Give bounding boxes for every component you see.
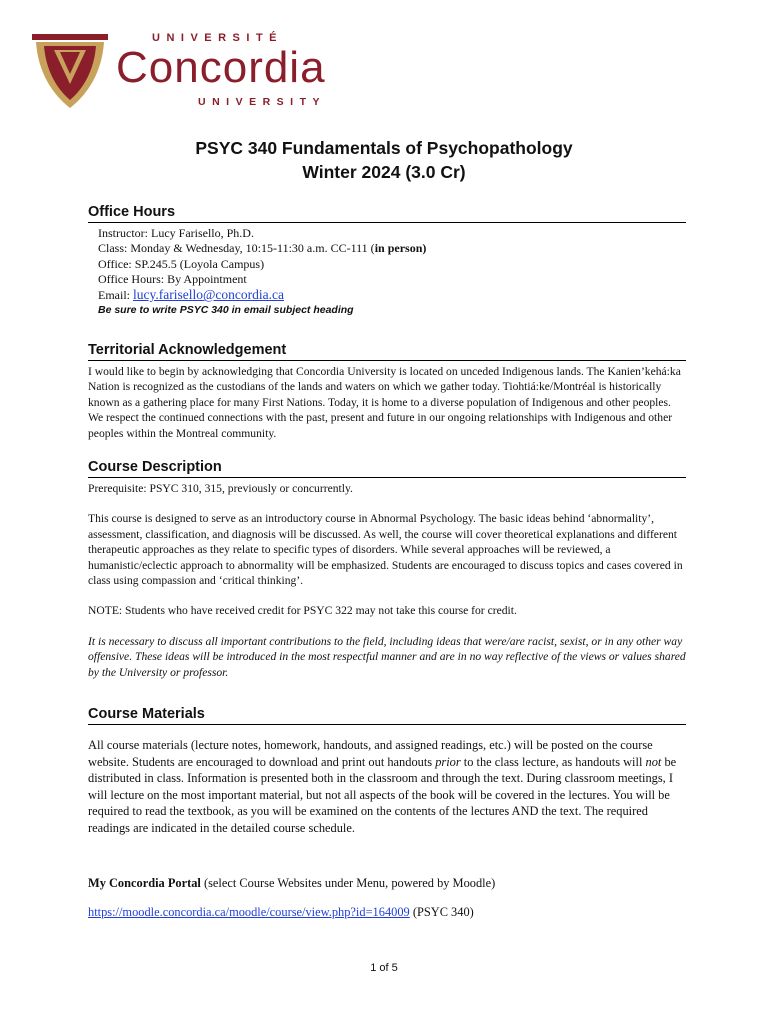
territorial-section [88,342,686,441]
portal-url-line: https://moodle.concordia.ca/moodle/course/view.php?id=164009 (PSYC 340) [88,905,474,920]
logo-university-text: UNIVERSITY [198,96,327,108]
description-section [88,459,686,680]
office-line: Office: SP.245.5 (Loyola Campus) [98,256,265,271]
page-number: 1 of 5 [370,962,398,974]
disclaimer-text: It is necessary to discuss all important contributions to the field, including ideas that were/are racist, sexist, or in any other way offensive. These ideas will be introduced in the most respectful manner and are in no way reflective of the views or values shared by the University or professor. [88,634,686,679]
prerequisite-text: Prerequisite: PSYC 310, 315, previously or concurrently. [88,482,353,495]
course-title: PSYC 340 Fundamentals of Psychopathology [195,138,573,158]
logo-universite-text: UNIVERSITÉ [152,32,284,44]
concordia-logo [28,28,358,112]
moodle-link[interactable]: https://moodle.concordia.ca/moodle/course/view.php?id=164009 [88,905,410,920]
logo-brand-text: Concordia [116,43,326,92]
credit-note: NOTE: Students who have received credit for PSYC 322 may not take this course for credit. [88,604,517,618]
office-hours-line: Office Hours: By Appointment [98,271,247,286]
instructor-line: Instructor: Lucy Farisello, Ph.D. [98,226,254,240]
office-hours-heading: Office Hours [88,204,686,223]
email-line: Email: lucy.farisello@concordia.ca [98,287,284,303]
portal-line: My Concordia Portal (select Course Websites under Menu, powered by Moodle) [88,876,496,891]
territorial-heading: Territorial Acknowledgement [88,342,686,361]
description-text: This course is designed to serve as an introductory course in Abnormal Psychology. The basic ideas behind ‘abnormality’, assessment, classification, and diagnosis will be discussed. As well, the course will cover theoretical explanations and different therapeutic approaches as they relate to specific types of disorders. While several approaches will be reviewed, a humanistic/eclectic approach to abnormality will be emphasized. Students are encouraged to discuss topics and cases covered in class using compassion and ‘critical thinking’. [88,512,683,588]
concordia-shield-icon [28,28,112,112]
course-term: Winter 2024 (3.0 Cr) [302,162,466,182]
materials-text: All course materials (lecture notes, homework, handouts, and assigned readings, etc.) will be posted on the course website. Students are encouraged to download and print out handouts prior to the class lecture, as handouts will not be distributed in class. Information is presented both in the classroom and through the text. During classroom meetings, I will lecture on the most important material, but not all aspects of the book will be covered in the lectures. You will be required to read the textbook, as you will be examined on the contents of the lectures AND the text. The required readings are indicated in the detailed course schedule. [88,738,677,835]
email-subject-note: Be sure to write PSYC 340 in email subject heading [98,304,354,317]
materials-heading: Course Materials [88,706,686,725]
email-link[interactable]: lucy.farisello@concordia.ca [133,287,284,303]
office-hours-section [88,204,686,319]
description-heading: Course Description [88,459,686,478]
materials-section [88,706,686,933]
territorial-text: I would like to begin by acknowledging that Concordia University is located on unceded Indigenous lands. The Kanien’kehá:ka Nation is recognized as the custodians of the lands and waters on which we gather today. Tiohtiá:ke/Montréal is historically known as a gathering place for many First Nations. Today, it is home to a diverse population of Indigenous and other peoples. We respect the continued connections with the past, present and future in our ongoing relationships with Indigenous and other peoples within the Montreal community. [88,365,681,440]
class-line: Class: Monday & Wednesday, 10:15-11:30 a.m. CC-111 (in person) [98,241,427,256]
